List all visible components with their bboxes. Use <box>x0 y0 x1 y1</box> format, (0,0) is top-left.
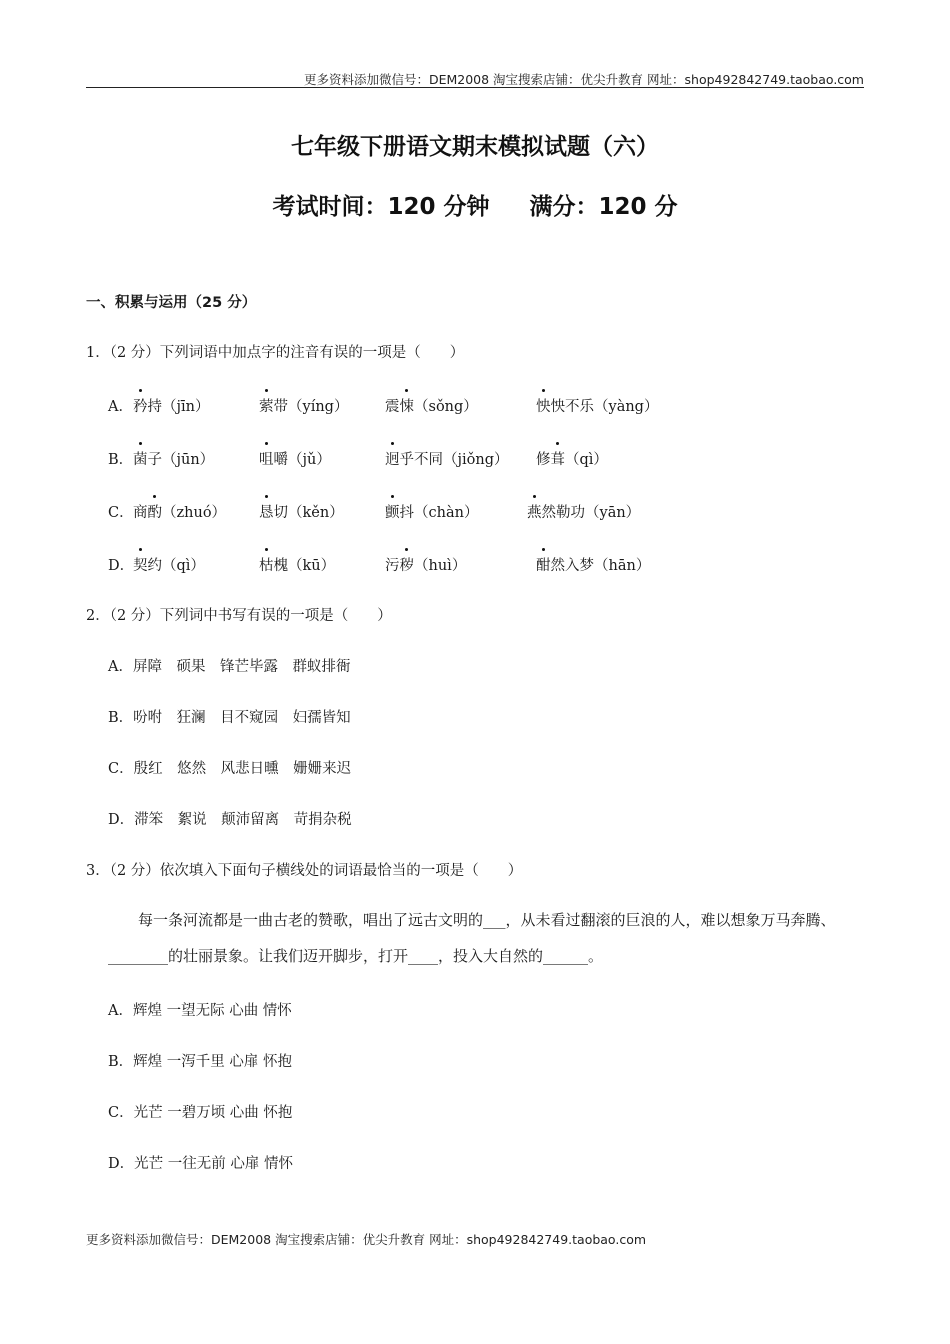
word-pre: 商 <box>133 505 148 521</box>
word-pre: 污 <box>385 558 400 574</box>
exam-full-score: 满分：120 分 <box>529 194 678 220</box>
dotted-char: 咀 <box>259 448 274 469</box>
dotted-char: 恳 <box>259 501 274 522</box>
q1-c-word-3 <box>385 501 478 522</box>
word-rest: 嚼（jǔ） <box>273 452 331 468</box>
question-1-stem: 1．（2 分）下列词语中加点字的注音有误的一项是（ ） <box>86 345 465 361</box>
dotted-char: 酣 <box>536 554 551 575</box>
q2-option-d: D．滞笨 絮说 颠沛留离 苛捐杂税 <box>108 812 352 828</box>
q3-option-a: A．辉煌 一望无际 心曲 情怀 <box>108 1003 292 1019</box>
q3-option-d: D．光芒 一往无前 心扉 情怀 <box>108 1156 293 1172</box>
dotted-char: 枯 <box>259 554 274 575</box>
word-pre: 震 <box>385 399 400 415</box>
q1-b-word-4 <box>536 448 608 469</box>
q1-option-d-letter: D． <box>108 558 135 574</box>
word-rest: 切（kěn） <box>273 505 344 521</box>
q2-option-b: B．吩咐 狂澜 目不窥园 妇孺皆知 <box>108 710 351 726</box>
q3-option-c: C．光芒 一碧万顷 心曲 怀抱 <box>108 1105 293 1121</box>
dotted-char: 迥 <box>385 448 400 469</box>
q1-d-word-1 <box>133 554 205 575</box>
dotted-char: 契 <box>133 554 148 575</box>
word-pre: 修 <box>536 452 551 468</box>
page-footer: 更多资料添加微信号：DEM2008 淘宝搜索店铺：优尖升教育 网址：shop492842749.taobao.com <box>86 1232 647 1247</box>
dotted-char: 悚 <box>400 395 415 416</box>
word-rest: 持（jīn） <box>147 399 210 415</box>
dotted-char: 颤 <box>385 501 400 522</box>
q1-option-a-letter: A． <box>108 399 133 415</box>
page-header: 更多资料添加微信号：DEM2008 淘宝搜索店铺：优尖升教育 网址：shop492842749.taobao.com <box>303 72 864 87</box>
q3-passage-text: 每一条河流都是一曲古老的赞歌，唱出了远古文明的___，从未看过翻滚的巨浪的人，难以想象万马奔腾、________的壮丽景象。让我们迈开脚步，打开____，投入大自然的______。 <box>108 911 836 965</box>
q1-c-word-2 <box>259 501 344 522</box>
q1-b-word-1 <box>133 448 214 469</box>
dotted-char: 秽 <box>400 554 415 575</box>
word-rest: 约（qì） <box>147 558 205 574</box>
q1-b-word-2 <box>259 448 331 469</box>
word-rest: （sǒng） <box>414 399 478 415</box>
dotted-char: 葺 <box>551 448 566 469</box>
q1-d-word-3 <box>385 554 466 575</box>
header-divider <box>86 87 864 88</box>
dotted-char: 萦 <box>259 395 274 416</box>
word-rest: 然勒功（yān） <box>541 505 641 521</box>
q1-d-word-2 <box>259 554 335 575</box>
q1-a-word-1 <box>133 395 209 416</box>
document-title: 七年级下册语文期末模拟试题（六） <box>291 134 659 160</box>
q1-option-b-letter: B． <box>108 452 134 468</box>
word-rest: （qì） <box>565 452 608 468</box>
q1-a-word-3 <box>385 395 478 416</box>
dotted-char: 燕 <box>527 501 542 522</box>
word-rest: 带（yíng） <box>273 399 349 415</box>
question-2-stem: 2．（2 分）下列词中书写有误的一项是（ ） <box>86 608 392 624</box>
exam-info <box>0 188 950 221</box>
word-rest: （zhuó） <box>162 505 227 521</box>
question-3-stem: 3．（2 分）依次填入下面句子横线处的词语最恰当的一项是（ ） <box>86 863 523 879</box>
word-rest: 抖（chàn） <box>399 505 479 521</box>
word-rest: 槐（kū） <box>273 558 336 574</box>
q3-option-b: B．辉煌 一泻千里 心扉 怀抱 <box>108 1054 292 1070</box>
dotted-char: 酌 <box>148 501 163 522</box>
q1-a-word-4 <box>536 395 658 416</box>
q2-option-a: A．屏障 硕果 锋芒毕露 群蚁排衙 <box>108 659 351 675</box>
section-title: 一、积累与运用（25 分） <box>86 295 257 311</box>
dotted-char: 矜 <box>133 395 148 416</box>
q1-d-word-4 <box>536 554 650 575</box>
word-rest: 然入梦（hān） <box>550 558 651 574</box>
q1-a-word-2 <box>259 395 348 416</box>
dotted-char: 怏 <box>536 395 551 416</box>
word-rest: （huì） <box>414 558 467 574</box>
q2-option-c: C．殷红 悠然 风悲日曛 姗姗来迟 <box>108 761 352 777</box>
word-rest: 乎不同（jiǒng） <box>399 452 509 468</box>
q1-option-c-letter: C． <box>108 505 134 521</box>
q1-c-word-1 <box>133 501 226 522</box>
q1-b-word-3 <box>385 448 508 469</box>
exam-time: 考试时间：120 分钟 <box>272 194 490 220</box>
word-rest: 怏不乐（yàng） <box>550 399 659 415</box>
dotted-char: 菌 <box>133 448 148 469</box>
word-rest: 子（jūn） <box>147 452 215 468</box>
q1-c-word-4 <box>527 501 640 522</box>
q3-passage <box>108 902 864 974</box>
